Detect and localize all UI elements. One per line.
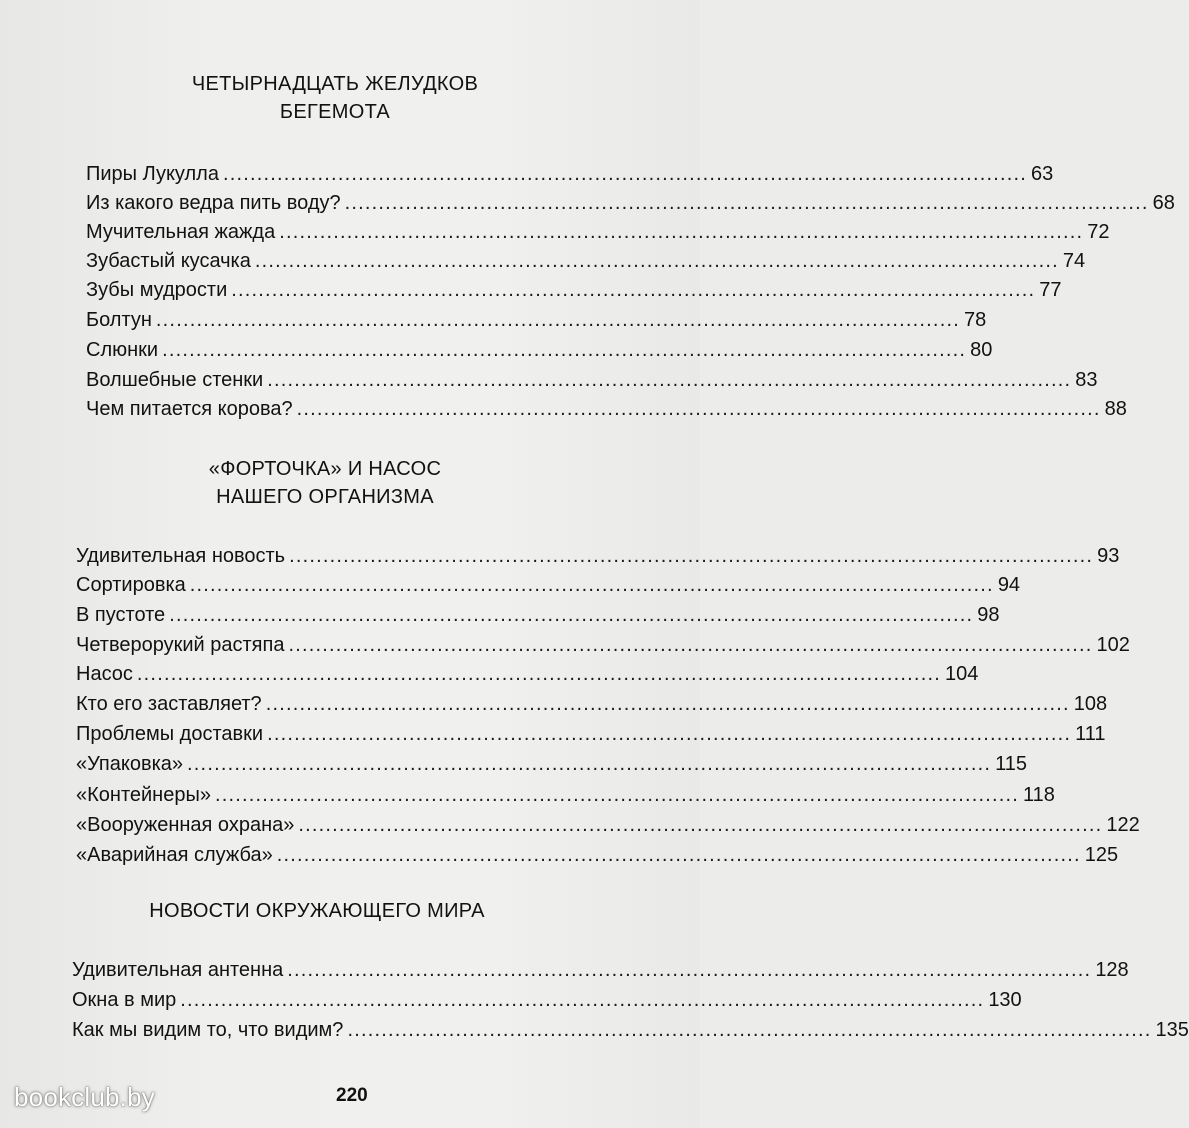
toc-entry-title: Чем питается корова? (86, 398, 293, 420)
toc-entry-page: 115 (995, 753, 1027, 775)
toc-entry-page: 77 (1039, 279, 1062, 301)
dot-leader: ....................................................................................................................... (267, 369, 1072, 391)
toc-entry-page: 72 (1087, 221, 1110, 243)
toc-entry (76, 631, 1130, 660)
dot-leader: ....................................................................................................................... (279, 221, 1084, 243)
toc-entry (76, 690, 1108, 719)
toc-entry (76, 781, 1055, 810)
toc-entry-page: 93 (1097, 545, 1120, 567)
toc-entry-page: 102 (1096, 634, 1130, 656)
toc-entry-title: Мучительная жажда (86, 221, 276, 243)
toc-entry-page: 83 (1075, 369, 1098, 391)
dot-leader: ....................................................................................................................... (276, 844, 1081, 866)
toc-entry-page: 135 (1155, 1019, 1189, 1041)
toc-entry-page: 111 (1075, 723, 1106, 745)
toc-entry-title: «Упаковка» (76, 753, 184, 775)
dot-leader: ....................................................................................................................... (162, 339, 967, 361)
toc-entry (86, 306, 987, 335)
toc-entry-page: 125 (1084, 844, 1119, 866)
toc-entry-page: 104 (944, 663, 979, 685)
toc-entry-page: 74 (1062, 250, 1086, 272)
dot-leader: ....................................................................................................................... (180, 989, 985, 1011)
toc-entry-title: Зубастый кусачка (86, 250, 251, 272)
toc-entry-title: Болтун (86, 309, 152, 331)
toc-entry-page: 78 (963, 309, 987, 331)
dot-leader: ....................................................................................................................... (265, 693, 1070, 715)
toc-entry-page: 68 (1152, 192, 1175, 214)
toc-entry (86, 395, 1127, 424)
toc-entry-title: Из какого ведра пить воду? (86, 192, 341, 214)
toc-entry-page: 128 (1095, 959, 1129, 981)
dot-leader: ....................................................................................................................... (287, 959, 1092, 981)
toc-entry-page: 94 (997, 574, 1021, 596)
toc-entry (72, 1016, 1189, 1045)
toc-entry-title: Пиры Лукулла (86, 163, 219, 185)
dot-leader: ....................................................................................................................... (254, 250, 1059, 272)
toc-entry (76, 750, 1027, 779)
toc-entry (76, 601, 1000, 630)
toc-entry-page: 118 (1023, 784, 1055, 806)
toc-entry (76, 720, 1106, 749)
toc-entry-title: Проблемы доставки (76, 723, 264, 745)
toc-entry (86, 218, 1110, 247)
watermark-text: bookclub.by (14, 1082, 155, 1112)
toc-entry (86, 247, 1086, 276)
dot-leader: ....................................................................................................................... (155, 309, 960, 331)
section-title-line: НОВОСТИ ОКРУЖАЮЩЕГО МИРА (149, 900, 485, 922)
toc-entry (76, 542, 1120, 571)
toc-entry-title: В пустоте (76, 604, 166, 626)
toc-entry-title: Удивительная антенна (72, 959, 284, 981)
toc-entry-title: Зубы мудрости (86, 279, 228, 301)
dot-leader: ....................................................................................................................... (344, 192, 1149, 214)
toc-entry (86, 189, 1175, 218)
dot-leader: ....................................................................................................................... (296, 398, 1101, 420)
toc-entry-page: 80 (970, 339, 993, 361)
toc-entry (76, 571, 1021, 600)
dot-leader: ....................................................................................................................... (289, 545, 1094, 567)
section-title (60, 70, 610, 126)
toc-entry-title: Четверорукий растяпа (76, 634, 285, 656)
toc-entry-title: Кто его заставляет? (76, 693, 262, 715)
toc-entry (72, 956, 1129, 985)
dot-leader: ....................................................................................................................... (267, 723, 1072, 745)
toc-entry-title: «Вооруженная охрана» (76, 814, 295, 836)
dot-leader: ....................................................................................................................... (298, 814, 1103, 836)
dot-leader: ....................................................................................................................... (214, 784, 1020, 806)
section-title (50, 455, 600, 511)
toc-entry-title: Волшебные стенки (86, 369, 264, 391)
dot-leader: ....................................................................................................................... (136, 663, 941, 685)
toc-entry-title: Удивительная новость (76, 545, 286, 567)
toc-entry-page: 108 (1073, 693, 1108, 715)
dot-leader: ....................................................................................................................... (189, 574, 994, 596)
toc-entry (76, 811, 1140, 840)
toc-entry (76, 660, 979, 689)
dot-leader: ....................................................................................................................... (222, 163, 1027, 185)
toc-entry (86, 336, 993, 365)
toc-entry-title: «Аварийная служба» (76, 844, 273, 866)
toc-entry-page: 98 (977, 604, 1000, 626)
toc-entry-title: Слюнки (86, 339, 159, 361)
toc-entry (86, 366, 1098, 395)
toc-entry-page: 122 (1106, 814, 1140, 836)
toc-entry-title: Сортировка (76, 574, 186, 596)
toc-entry (86, 276, 1062, 305)
toc-entry-title: Как мы видим то, что видим? (72, 1019, 344, 1041)
toc-entry-title: Насос (76, 663, 133, 685)
toc-entry-title: «Контейнеры» (76, 784, 211, 806)
toc-entry (86, 160, 1054, 189)
dot-leader: ....................................................................................................................... (231, 279, 1036, 301)
dot-leader: ....................................................................................................................... (187, 753, 992, 775)
section-title-line: БЕГЕМОТА (279, 101, 391, 123)
section-title-line: НАШЕГО ОРГАНИЗМА (216, 486, 434, 508)
toc-entry-page: 88 (1104, 398, 1127, 420)
dot-leader: ....................................................................................................................... (169, 604, 974, 626)
page-number: 220 (336, 1085, 368, 1106)
dot-leader: ....................................................................................................................... (288, 634, 1093, 656)
toc-entry (76, 841, 1119, 870)
toc-entry (72, 986, 1022, 1015)
toc-entry-page: 63 (1031, 163, 1054, 185)
dot-leader: ....................................................................................................................... (347, 1019, 1152, 1041)
toc-entry-page: 130 (988, 989, 1022, 1011)
section-title-line: ЧЕТЫРНАДЦАТЬ ЖЕЛУДКОВ (191, 73, 479, 95)
toc-entry-title: Окна в мир (72, 989, 177, 1011)
section-title (42, 897, 592, 925)
section-title-line: «ФОРТОЧКА» И НАСОС (208, 458, 442, 480)
